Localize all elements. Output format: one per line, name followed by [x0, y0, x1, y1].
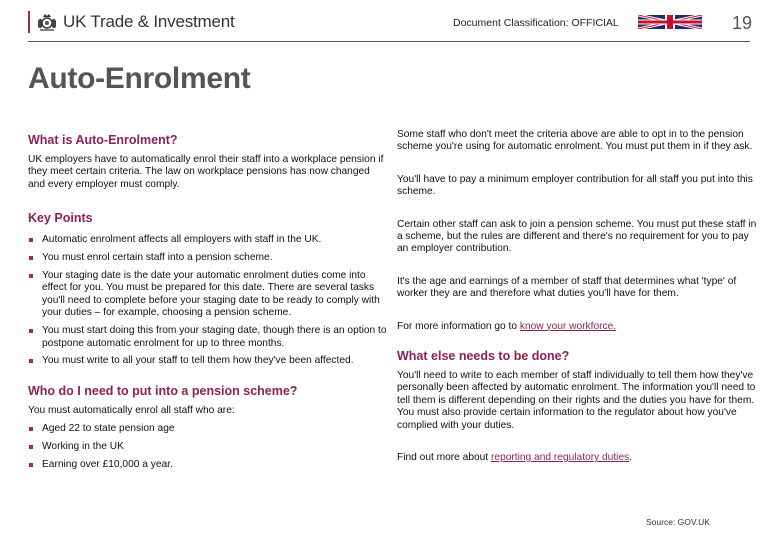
coat-of-arms-icon	[36, 12, 58, 32]
document-classification: Document Classification: OFFICIAL	[453, 17, 619, 29]
list-item: You must write to all your staff to tell them how they've been affected.	[28, 355, 388, 367]
logo-text: UK Trade & Investment	[63, 12, 235, 31]
header-divider	[28, 41, 750, 42]
list-item: You must enrol certain staff into a pension scheme.	[28, 252, 388, 264]
find-out-suffix: .	[629, 452, 633, 464]
find-out-prefix: Find out more about	[397, 452, 492, 464]
worker-type-paragraph: It's the age and earnings of a member of staff that determines what 'type' of worker they are and therefore what duties you'll have for them.	[397, 275, 737, 300]
left-column	[28, 133, 388, 477]
list-item: Working in the UK	[28, 441, 388, 453]
what-is-body: UK employers have to automatically enrol their staff into a workplace pension if they meet certain criteria. The law on workplace pensions has now changed and every employer must comply.	[28, 154, 384, 190]
list-item: Your staging date is the date your automatic enrolment duties come into effect for you. You must be prepared for this date. There are several tasks you'll need to complete before your staging date to be ready to comply with your duties – for example, choosing a pension scheme.	[28, 270, 388, 320]
page-title: Auto-Enrolment	[28, 62, 251, 95]
what-else-body: You'll need to write to each member of staff individually to tell them how they've personally been affected by automatic enrolment. The information you'll need to tell them is different depending on their rights and the duties you have for them. You must also provide certain information to the regulator about how you've complied with your duties.	[397, 370, 756, 431]
logo-accent-bar	[28, 11, 30, 33]
source-note: Source: GOV.UK	[646, 517, 710, 527]
join-paragraph: Certain other staff can ask to join a pension scheme. You must put these staff in a scheme, but the rules are different and there's no requirement for you to pay an employer contribution.	[397, 218, 757, 255]
who-heading: Who do I need to put into a pension scheme?	[28, 383, 298, 398]
more-info-prefix: For more information go to	[397, 320, 520, 332]
know-your-workforce-link[interactable]: know your workforce.	[519, 320, 617, 332]
list-item: You must start doing this from your staging date, though there is an option to postpone automatic enrolment for up to three months.	[28, 325, 388, 350]
what-else-heading: What else needs to be done?	[397, 349, 570, 364]
who-section	[28, 384, 388, 472]
what-else-section	[397, 349, 757, 464]
list-item: Earning over £10,000 a year.	[28, 459, 388, 471]
key-points-list	[28, 234, 388, 368]
key-points-heading: Key Points	[28, 211, 93, 226]
opt-in-paragraph: Some staff who don't meet the criteria above are able to opt in to the pension scheme you're using for automatic enrolment. You must put them in if they ask.	[397, 129, 753, 153]
what-is-section	[28, 133, 388, 191]
who-intro: You must automatically enrol all staff who are:	[28, 404, 235, 416]
union-jack-flag-icon	[638, 15, 702, 29]
page-header	[0, 0, 780, 45]
contribution-paragraph: You'll have to pay a minimum employer contribution for all staff you put into this scheme.	[397, 173, 753, 198]
find-out-paragraph	[397, 452, 757, 464]
list-item: Automatic enrolment affects all employers with staff in the UK.	[28, 234, 388, 246]
what-is-heading: What is Auto-Enrolment?	[28, 133, 178, 147]
who-list	[28, 423, 388, 471]
page-number: 19	[732, 13, 753, 33]
uktrade-logo	[28, 11, 235, 33]
more-info-paragraph	[397, 321, 757, 333]
right-column	[397, 129, 757, 465]
reporting-duties-link[interactable]: reporting and regulatory duties	[491, 452, 630, 464]
key-points-section	[28, 211, 388, 368]
list-item: Aged 22 to state pension age	[28, 423, 388, 435]
